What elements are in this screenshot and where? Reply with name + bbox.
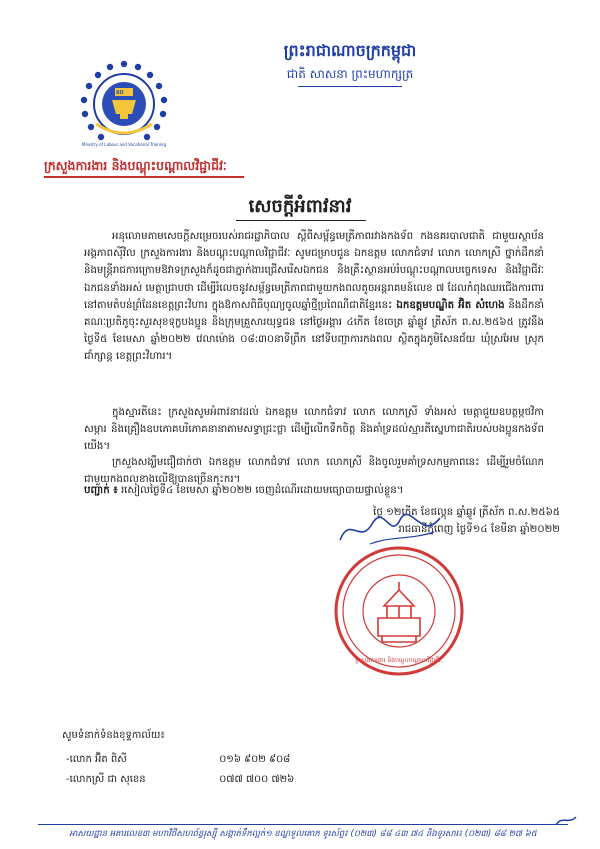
title-underline (236, 220, 366, 221)
lunar-date: ថ្ងៃ ១២កើត ខែផល្គុន ឆ្នាំឆ្លូវ ត្រីស័ក ព.ស.២៥៦៥ (373, 507, 560, 518)
logo-letters: ខប (116, 89, 124, 96)
contact-row (66, 752, 290, 767)
paragraph-1 (84, 228, 544, 366)
footer-ornament-icon (554, 812, 578, 826)
motto-divider (298, 86, 402, 87)
contact-name: -លោក អ៊ិត ពិសី (66, 754, 127, 765)
contact-name: -លោកស្រី ជា សុខេន (66, 774, 146, 785)
contact-row (66, 772, 294, 787)
paragraph-1-text-after: និងដឹកនាំគណៈប្រតិភូចុះសួរសុខទុក្ខបងប្អូន និងក្រុមគ្រួសារយុទ្ធជន នៅថ្ងៃអង្គារ ៤កើត ខែចេត្រ ឆ្នាំឆ្លូវ ត្រីស័ក ព.ស.២៥៦៥ ត្រូវនឹងថ្ងៃទី៥ ខែមេសា ឆ្នាំ២០២២ វេលាម៉ោង ០៨:៣០នាទីព្រឹក នៅទីបញ្ជាការកងពល ស្ថិតក្នុងភូមិសែនជ័យ ឃុំស្រអែម ស្រុកជាំក្សាន្ត ខេត្តព្រះវិហារ។ (84, 299, 544, 363)
note-text: រសៀលថ្ងៃទី៤ ខែមេសា ឆ្នាំ២០២២ ចេញដំណើរដោយមធ្យោបាយផ្ទាល់ខ្លួន។ (120, 485, 404, 496)
ministry-logo (78, 58, 170, 150)
footer-divider (38, 824, 568, 825)
contact-heading: សូមទំនាក់ទំនងខុទ្ទកាល័យ៖ (62, 730, 165, 741)
paragraph-1-bold-name: ឯកឧត្តមបណ្ឌិត អ៊ិត សំហេង (396, 299, 505, 311)
contact-phone: ០១៦ ៩០២ ៩០៨ (219, 754, 291, 765)
document-title: សេចក្តីអំពាវនាវ (248, 196, 352, 217)
place-date: រាជធានីភ្នំពេញ ថ្ងៃទី១៤ ខែមីនា ឆ្នាំ២០២២ (398, 524, 560, 535)
footer-address: អាសយដ្ឋាន អគារលេខ៣ មហាវិថីសហព័ន្ធរុស្ស៊ី សង្កាត់ទឹកល្អក់១ ខណ្ឌទួលគោក ទូរស័ព្ទ៖ (០២៣) ៨៨ ៤៣ ៧៤ និងទូរសារ៖ (០២៣) ៨៨ ២៧ ៦៥ (69, 829, 537, 839)
note-label: បញ្ជាក់ ៖ (84, 485, 118, 496)
ministry-name: ក្រសួងការងារ និងបណ្តុះបណ្តាលវិជ្ជាជីវៈ (44, 158, 227, 173)
kingdom-title: ព្រះរាជាណាចក្រកម្ពុជា (283, 41, 417, 60)
note-line (84, 482, 554, 499)
official-seal (332, 544, 466, 678)
logo-ring-text: Ministry of Labour and Vocational Training (82, 142, 166, 147)
paragraph-1-text: អនុលោមតាមសេចក្តីសម្រេចរបស់រាជរដ្ឋាភិបាល ស្តីពីសម្ព័ន្ធមេត្រីភាពរវាងកងទ័ព កងនគរបាលជាតិ ជាមួយស្ថាប័ន អង្គភាពស៊ីវិល ក្រសួងការងារ និងបណ្តុះបណ្តាលវិជ្ជាជីវៈ សូមជម្រាបជូន ឯកឧត្តម លោកជំទាវ លោក លោកស្រី ថ្នាក់ដឹកនាំ និងមន្ត្រីរាជការក្រោមឱវាទក្រសួងក៏ដូចជាភ្នាក់ងារជ្រើសរើសឯកជន និងគ្រឹះស្ថានអប់រំបណ្តុះបណ្តាលបច្ចេកទេស និងវិជ្ជាជីវៈឯកជនទាំងអស់ មេត្តាជ្រាបថា ដើម្បីរំលេចនូវសម្ព័ន្ធមេត្រីភាពជាមួយកងពលតូចអន្តរាគមន៍លេខ ៧ ដែលកំពុងឈរជើងការពារនៅតាមតំបន់ព្រំដែនខេត្តព្រះវិហារ ក្នុងឱកាសពិធីបុណ្យចូលឆ្នាំថ្មីប្រពៃណីជាតិខ្មែរនេះ (84, 231, 544, 311)
seal-ring-text: ក្រសួងការងារ និងបណ្តុះបណ្តាលវិជ្ជាជីវៈ (355, 657, 443, 664)
ministry-divider (44, 176, 244, 178)
paragraph-2: ក្នុងស្មារតីនេះ ក្រសួងសូមអំពាវនាវដល់ ឯកឧត្តម លោកជំទាវ លោក លោកស្រី ទាំងអស់ មេត្តាជួយឧបត្ថម្ភថវិកា សម្ភារ និងគ្រឿងឧបភោគបរិភោគនានាតាមសទ្ធាជ្រះថ្លា ដើម្បីលើកទឹកចិត្ត និងគាំទ្រដល់ស្មារតីស្នេហាជាតិរបស់បងប្អូនកងទ័ពយើង។ (84, 407, 544, 453)
contact-phone: ០៧៧ ៧០០ ៧២៦ (219, 774, 295, 785)
national-motto: ជាតិ សាសនា ព្រះមហាក្សត្រ (286, 67, 414, 81)
paragraph-3: ក្រសួងសង្ឃឹមជឿជាក់ថា ឯកឧត្តម លោកជំទាវ លោក លោកស្រី និងចូលរួមគាំទ្រសកម្មភាពនេះ ដើម្បីរួមចំណែកជាមួយកងពលខាងលើឱ្យបានច្រើនកុះករ។ (84, 457, 544, 486)
